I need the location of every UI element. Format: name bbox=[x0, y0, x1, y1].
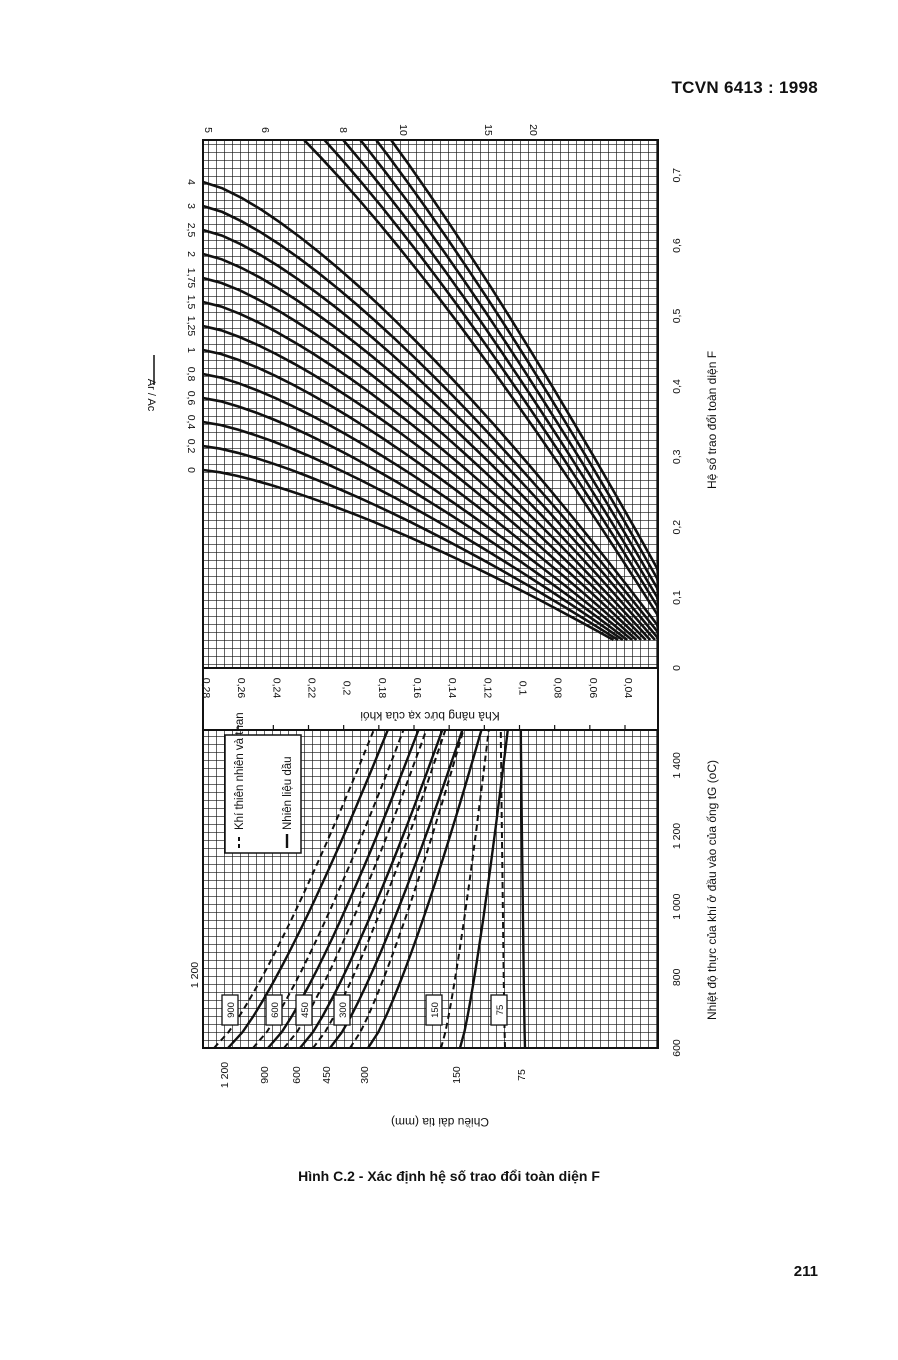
exchange-factor-tick-label: 0,4 bbox=[671, 379, 683, 394]
extra-tick-label: 1 200 bbox=[189, 961, 201, 989]
ratio-top-label: 15 bbox=[482, 124, 494, 136]
radiation-tick-label: 0,06 bbox=[586, 677, 599, 699]
ratio-value-label: 0,8 bbox=[185, 366, 197, 382]
exchange-factor-tick-label: 0,5 bbox=[671, 308, 683, 324]
ratio-value-label: 3 bbox=[185, 203, 197, 209]
boxed-label-text: 150 bbox=[430, 1002, 441, 1018]
legend-gas-coal: Khí thiên nhiên và than bbox=[234, 712, 246, 830]
ratio-value-label: 1,75 bbox=[185, 267, 197, 289]
ratio-value-label: 0,6 bbox=[185, 390, 197, 406]
ratio-top-label: 20 bbox=[527, 124, 539, 136]
legend-oil: Nhiên liệu dầu bbox=[282, 756, 294, 830]
figure-caption: Hình C.2 - Xác định hệ số trao đổi toàn diện F bbox=[298, 1168, 600, 1184]
radiation-tick-label: 0,22 bbox=[305, 677, 318, 699]
radiation-tick-label: 0,16 bbox=[411, 677, 423, 699]
right-grid bbox=[203, 140, 658, 668]
panel-right bbox=[203, 0, 696, 668]
boxed-ray-length-label bbox=[222, 995, 238, 1025]
ratio-top-label: 5 bbox=[202, 127, 214, 133]
ratio-value-label: 2 bbox=[185, 251, 197, 257]
ratio-top-label: 10 bbox=[397, 124, 409, 136]
radiation-tick-label: 0,26 bbox=[235, 677, 248, 699]
temperature-tick-label: 1 000 bbox=[671, 893, 683, 920]
temperature-tick-label: 1 200 bbox=[671, 822, 683, 850]
radiation-tick-label: 0,1 bbox=[516, 680, 529, 696]
radiation-tick-label: 0,08 bbox=[551, 677, 564, 699]
exchange-factor-tick-label: 0,6 bbox=[671, 238, 683, 253]
ratio-value-label: 2,5 bbox=[185, 222, 197, 238]
ratio-top-label: 6 bbox=[259, 127, 271, 133]
ray-length-label-tick: 900 bbox=[259, 1066, 271, 1084]
temperature-axis-label: Nhiệt độ thực của khí ở đầu vào của ống tG (oC) bbox=[705, 759, 719, 1021]
exchange-factor-axis-label: Hệ số trao đổi toàn diện F bbox=[705, 350, 719, 490]
temperature-tick-label: 600 bbox=[671, 1039, 683, 1057]
exchange-factor-tick-label: 0 bbox=[671, 665, 683, 671]
boxed-label-text: 75 bbox=[495, 1004, 506, 1016]
page-number: 211 bbox=[793, 1263, 818, 1280]
ray-length-label-tick: 600 bbox=[291, 1066, 303, 1084]
exchange-factor-tick-label: 0,7 bbox=[671, 167, 683, 183]
radiation-tick-label: 0,24 bbox=[270, 677, 283, 699]
ratio-value-label: 1,25 bbox=[185, 315, 197, 337]
exchange-factor-tick-label: 0,2 bbox=[671, 519, 683, 535]
boxed-ray-length-label bbox=[491, 995, 507, 1025]
ratio-value-label: 0,4 bbox=[185, 414, 197, 430]
radiation-tick-label: 0,2 bbox=[340, 680, 353, 696]
boxed-label-text: 300 bbox=[338, 1002, 349, 1018]
ray-length-label-tick: 75 bbox=[516, 1069, 528, 1081]
ray-length-label: Chiều dài tia (mm) bbox=[390, 1115, 490, 1129]
ratio-value-label: 0 bbox=[185, 467, 197, 473]
exchange-factor-tick-label: 0,3 bbox=[671, 449, 683, 465]
exchange-factor-tick-label: 0,1 bbox=[671, 590, 683, 605]
standard-number: TCVN 6413 : 1998 bbox=[671, 78, 818, 97]
ray-length-label-tick: 150 bbox=[451, 1066, 463, 1084]
boxed-ray-length-label bbox=[296, 995, 312, 1025]
ratio-label: Ar / Ac bbox=[145, 378, 157, 412]
radiation-tick-label: 0,12 bbox=[481, 677, 494, 699]
boxed-ray-length-label bbox=[266, 995, 282, 1025]
ratio-value-label: 4 bbox=[185, 179, 197, 185]
ratio-value-label: 0,2 bbox=[185, 438, 197, 454]
boxed-label-text: 900 bbox=[226, 1002, 237, 1018]
boxed-label-text: 600 bbox=[270, 1002, 281, 1018]
boxed-ray-length-label bbox=[334, 995, 350, 1025]
radiation-tick-label: 0,28 bbox=[200, 677, 212, 699]
boxed-label-text: 450 bbox=[300, 1002, 311, 1018]
ratio-value-label: 1 bbox=[185, 347, 197, 353]
ratio-top-label: 8 bbox=[337, 127, 349, 133]
ratio-value-label: 1,5 bbox=[185, 294, 197, 310]
radiation-axis-label: Khả năng bức xạ của khói bbox=[360, 709, 500, 723]
radiation-tick-label: 0,18 bbox=[375, 677, 388, 699]
temperature-tick-label: 1 400 bbox=[671, 752, 683, 779]
ray-length-label-tick: 300 bbox=[359, 1066, 371, 1084]
radiation-tick-label: 0,04 bbox=[622, 677, 634, 699]
ray-length-label-tick: 450 bbox=[321, 1066, 333, 1084]
ray-length-label-tick: 1 200 bbox=[219, 1061, 231, 1089]
radiation-tick-label: 0,14 bbox=[446, 677, 459, 699]
temperature-tick-label: 800 bbox=[671, 968, 683, 987]
boxed-ray-length-label bbox=[426, 995, 442, 1025]
